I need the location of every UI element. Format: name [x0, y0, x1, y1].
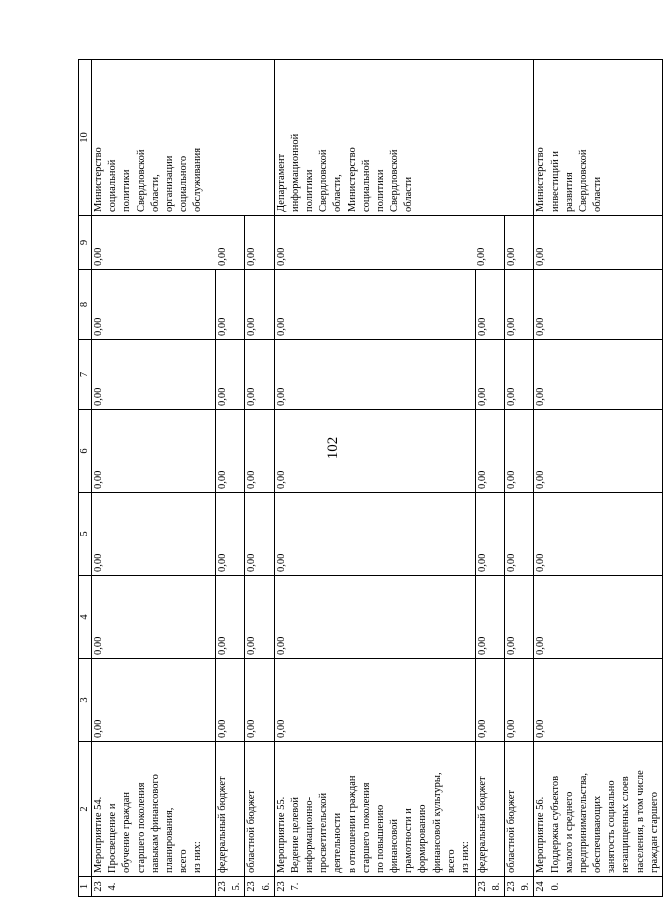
row-value: 0,00: [216, 410, 245, 493]
row-value: 0,00: [505, 270, 534, 340]
row-value: 0,00: [216, 576, 245, 659]
row-value: 0,00: [274, 340, 475, 410]
budget-table-rotated: [78, 60, 660, 897]
row-value: 0,00: [534, 659, 663, 742]
row-value: 0,00: [216, 216, 245, 270]
row-value: 0,00: [505, 576, 534, 659]
row-value: 0,00: [475, 410, 504, 493]
table-row: [274, 60, 475, 897]
column-header: 5: [79, 493, 92, 576]
row-value: 0,00: [274, 410, 475, 493]
row-value: 0,00: [216, 659, 245, 742]
row-value: 0,00: [505, 659, 534, 742]
row-value: 0,00: [92, 576, 216, 659]
row-value: 0,00: [245, 659, 274, 742]
row-value: 0,00: [505, 216, 534, 270]
row-description: областной бюджет: [245, 742, 274, 877]
column-header: 2: [79, 742, 92, 877]
row-value: 0,00: [245, 410, 274, 493]
column-header: 9: [79, 216, 92, 270]
column-header: 10: [79, 60, 92, 216]
row-value: 0,00: [475, 270, 504, 340]
row-value: 0,00: [245, 493, 274, 576]
column-header: 4: [79, 576, 92, 659]
row-number: 235.: [216, 877, 245, 897]
row-value: 0,00: [274, 216, 475, 270]
row-value: 0,00: [216, 493, 245, 576]
row-value: 0,00: [245, 576, 274, 659]
row-value: 0,00: [216, 340, 245, 410]
row-value: 0,00: [216, 270, 245, 340]
row-value: 0,00: [475, 216, 504, 270]
row-description: Мероприятие 54. Просвещение и обучение граждан старшего поколения навыкам финансового планирования, всего из них:: [92, 742, 216, 877]
row-value: 0,00: [475, 576, 504, 659]
header-row: [79, 60, 92, 897]
row-value: 0,00: [245, 270, 274, 340]
row-description: федеральный бюджет: [475, 742, 504, 877]
row-value: 0,00: [92, 216, 216, 270]
row-value: 0,00: [534, 216, 663, 270]
budget-table: [78, 59, 663, 897]
row-value: 0,00: [274, 659, 475, 742]
row-number: 237.: [274, 877, 475, 897]
column-header: 3: [79, 659, 92, 742]
column-header: 1: [79, 877, 92, 897]
row-value: 0,00: [245, 216, 274, 270]
row-value: 0,00: [274, 270, 475, 340]
row-value: 0,00: [92, 410, 216, 493]
row-value: 0,00: [534, 493, 663, 576]
row-number: 238.: [475, 877, 504, 897]
row-value: 0,00: [534, 410, 663, 493]
row-value: 0,00: [505, 410, 534, 493]
row-value: 0,00: [92, 659, 216, 742]
row-description: областной бюджет: [505, 742, 534, 877]
row-value: 0,00: [534, 340, 663, 410]
column-header: 6: [79, 410, 92, 493]
row-executor: Департамент информационной политики Свердловской области, Министерство социальной политики Свердловской области: [274, 60, 534, 216]
row-value: 0,00: [92, 493, 216, 576]
table-row: [92, 60, 216, 897]
row-value: 0,00: [475, 340, 504, 410]
row-value: 0,00: [245, 340, 274, 410]
row-executor: Министерство социальной политики Свердловской области, организации социального обслуживания: [92, 60, 275, 216]
row-number: 239.: [505, 877, 534, 897]
row-executor: Министерство инвестиций и развития Свердловской области: [534, 60, 663, 216]
row-value: 0,00: [274, 493, 475, 576]
row-description: Мероприятие 56. Поддержка субъектов малого и среднего предпринимательства, обеспечивающих занятость социально незащищенных слоев населения, в том числе граждан старшего: [534, 742, 663, 877]
column-header: 8: [79, 270, 92, 340]
row-value: 0,00: [475, 659, 504, 742]
row-number: 236.: [245, 877, 274, 897]
row-value: 0,00: [274, 576, 475, 659]
column-header: 7: [79, 340, 92, 410]
row-number: 234.: [92, 877, 216, 897]
row-description: Мероприятие 55. Ведение целевой информационно- просветительской деятельности в отношении граждан старшего поколения по повышению финансовой грамотности и формированию финансовой культуры, всего из них:: [274, 742, 475, 877]
row-value: 0,00: [92, 270, 216, 340]
table-row: [534, 60, 663, 897]
row-description: федеральный бюджет: [216, 742, 245, 877]
row-value: 0,00: [534, 270, 663, 340]
row-value: 0,00: [505, 493, 534, 576]
row-value: 0,00: [475, 493, 504, 576]
row-value: 0,00: [92, 340, 216, 410]
row-value: 0,00: [505, 340, 534, 410]
row-value: 0,00: [534, 576, 663, 659]
page-number: 102: [325, 436, 341, 460]
row-number: 240.: [534, 877, 663, 897]
